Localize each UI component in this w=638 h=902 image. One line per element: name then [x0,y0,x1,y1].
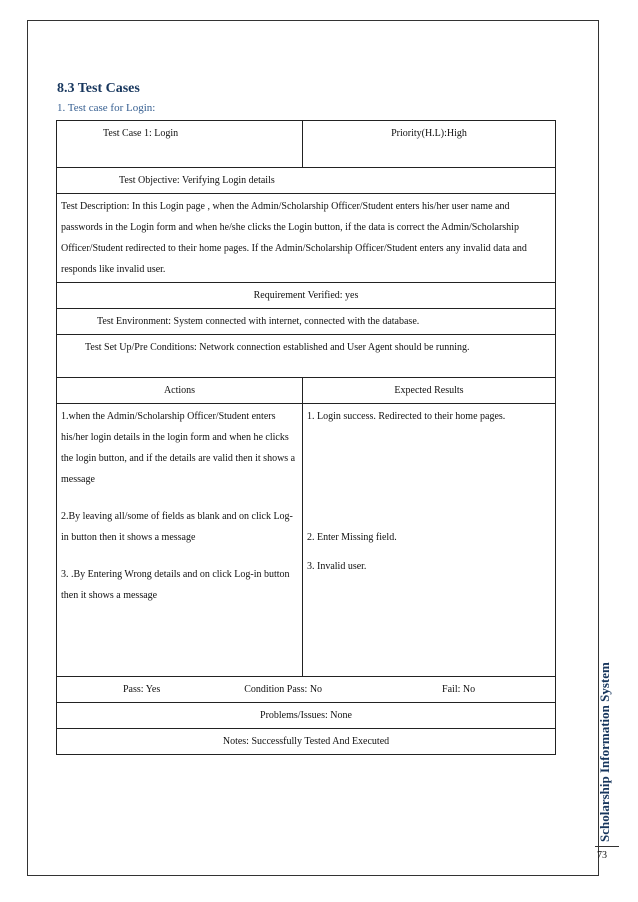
result-1: 1. Login success. Redirected to their home pages. [307,411,506,422]
table-row [57,703,556,729]
table-row [57,309,556,335]
side-running-title: Scholarship Information System [597,662,612,842]
notes-cell: Notes: Successfully Tested And Executed [57,729,556,755]
table-row [57,677,556,703]
priority-cell: Priority(H.L):High [303,121,556,168]
action-1: 1.when the Admin/Scholarship Officer/Student enters his/her login details in the login form and when he clicks the login button, and if the details are valid then it shows a message [61,411,296,485]
results-cell [303,404,556,677]
status-cell [57,677,556,703]
table-row [57,404,556,677]
objective-cell: Test Objective: Verifying Login details [57,168,556,194]
problems-cell: Problems/Issues: None [57,703,556,729]
environment-cell: Test Environment: System connected with internet, connected with the database. [57,309,556,335]
test-case-cell: Test Case 1: Login [57,121,303,168]
table-row [57,168,556,194]
page-number: 73 [597,850,607,861]
table-row [57,194,556,283]
test-case-table [56,120,556,755]
description-cell: Test Description: In this Login page , when the Admin/Scholarship Officer/Student enters his/her user name and passwords in the Login form and when he/she clicks the Login button, if the data is correct the Admin/Scholarship Officer/Student redirected to their home pages. If the Admin/Scholarship Officer/Student enters any invalid data and responds like invalid user. [57,194,556,283]
action-3: 3. .By Entering Wrong details and on click Log-in button then it shows a message [61,569,290,601]
table-row [57,335,556,378]
table-row [57,121,556,168]
table-row [57,729,556,755]
action-2: 2.By leaving all/some of fields as blank and on click Log-in button then it shows a message [61,511,293,543]
requirement-cell: Requirement Verified: yes [57,283,556,309]
pass-status: Pass: Yes [123,684,161,695]
section-title: 8.3 Test Cases [57,81,140,96]
actions-cell [57,404,303,677]
condition-pass-status: Condition Pass: No [244,684,323,695]
setup-cell: Test Set Up/Pre Conditions: Network connection established and User Agent should be running. [57,335,556,378]
subsection-title: 1. Test case for Login: [57,102,156,114]
divider [595,846,619,847]
fail-status: Fail: No [442,684,476,695]
result-2: 2. Enter Missing field. [307,532,397,543]
results-header: Expected Results [303,378,556,404]
table-row [57,283,556,309]
table-row [57,378,556,404]
result-3: 3. Invalid user. [307,561,367,572]
actions-header: Actions [57,378,303,404]
